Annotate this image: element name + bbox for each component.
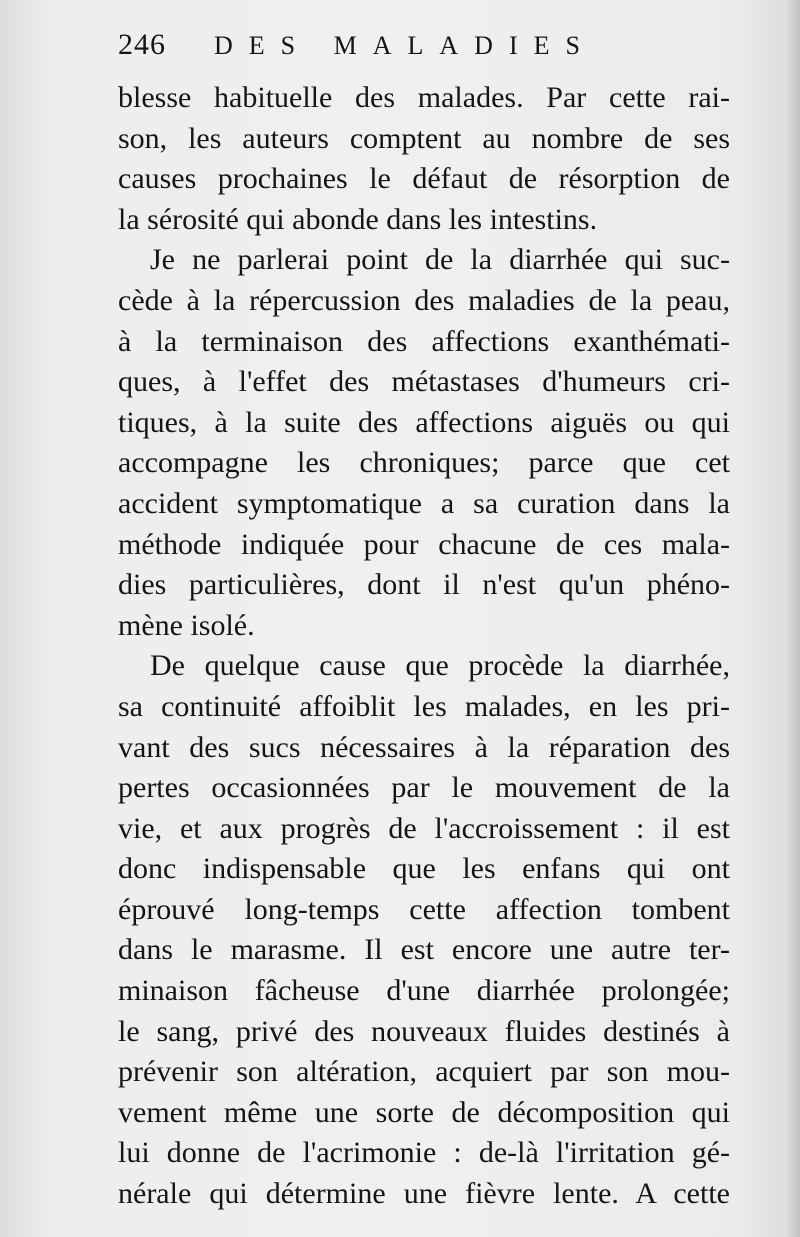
- page-number: 246: [118, 28, 166, 61]
- text-line: mène isolé.: [118, 608, 255, 642]
- text-line: vie, et aux progrès de l'accroissement : il est: [118, 811, 730, 845]
- text-line: éprouvé long-temps cette affection tombent: [118, 892, 730, 926]
- page-edge-shadow: [786, 0, 800, 1237]
- text-line: pertes occasionnées par le mouvement de la: [118, 771, 730, 805]
- text-line: dies particulières, dont il n'est qu'un phéno-: [118, 568, 730, 602]
- text-line: blesse habituelle des malades. Par cette rai-: [118, 81, 730, 114]
- text-line: ques, à l'effet des métastases d'humeurs cri-: [118, 365, 730, 399]
- body-text: [118, 78, 730, 1215]
- text-line: son, les auteurs comptent au nombre de ses: [118, 121, 730, 155]
- text-line: vement même une sorte de décomposition qui: [118, 1095, 730, 1129]
- text-line: le sang, privé des nouveaux fluides destinés à: [118, 1014, 730, 1048]
- text-line: dans le marasme. Il est encore une autre ter-: [118, 933, 730, 967]
- text-line: accompagne les chroniques; parce que cet: [118, 446, 730, 480]
- paragraph-start-line: Je ne parlerai point de la diarrhée qui suc-: [150, 243, 730, 277]
- paragraph-start-line: De quelque cause que procède la diarrhée,: [150, 649, 730, 683]
- text-line: prévenir son altération, acquiert par son mou-: [118, 1055, 730, 1089]
- text-line: vant des sucs nécessaires à la réparation des: [118, 730, 730, 764]
- text-line: causes prochaines le défaut de résorption de: [118, 162, 730, 196]
- text-line: nérale qui détermine une fièvre lente. A cette: [118, 1177, 730, 1211]
- text-line: sa continuité affoiblit les malades, en les pri-: [118, 689, 730, 723]
- text-line: méthode indiquée pour chacune de ces mala-: [118, 527, 730, 561]
- text-line: minaison fâcheuse d'une diarrhée prolongée;: [118, 974, 730, 1008]
- text-line: accident symptomatique a sa curation dans la: [118, 486, 730, 520]
- page-header: [118, 28, 738, 72]
- text-line: tiques, à la suite des affections aiguës ou qui: [118, 405, 730, 439]
- text-line: lui donne de l'acrimonie : de-là l'irritation gé-: [118, 1136, 730, 1170]
- text-line: donc indispensable que les enfans qui ont: [118, 852, 730, 886]
- text-line: à la terminaison des affections exanthémati-: [118, 324, 730, 358]
- text-line: cède à la répercussion des maladies de la peau,: [118, 283, 730, 317]
- running-head: DES MALADIES: [214, 31, 596, 60]
- text-line: la sérosité qui abonde dans les intestins.: [118, 202, 598, 236]
